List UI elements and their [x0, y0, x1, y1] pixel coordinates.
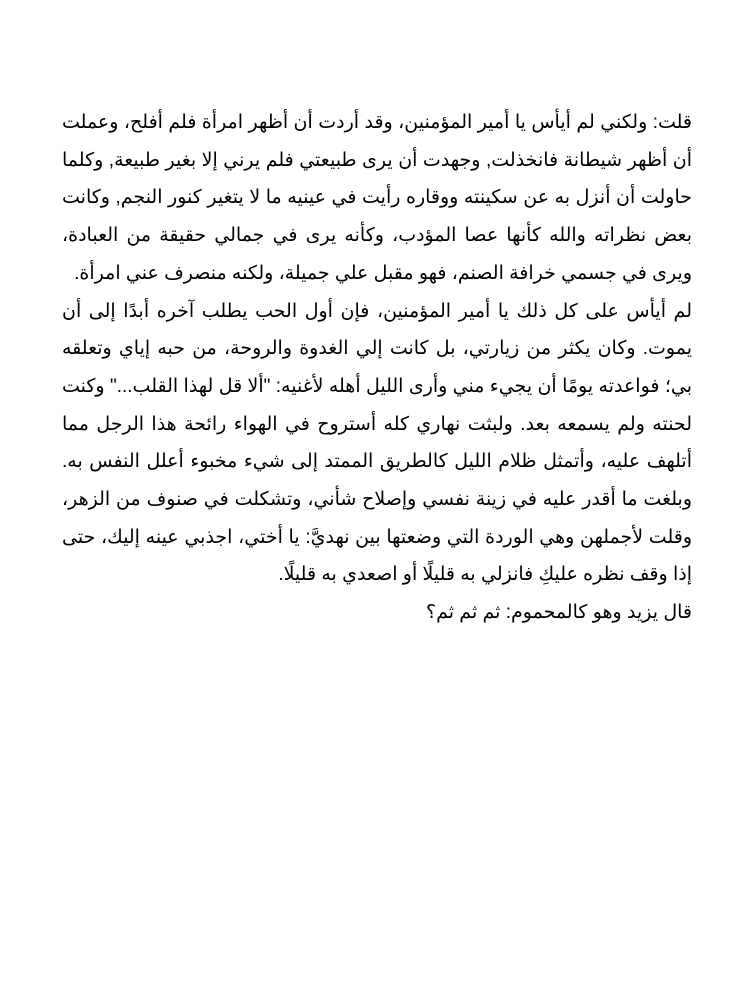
paragraph-2: لم أيأس على كل ذلك يا أمير المؤمنين، فإن أول الحب يطلب آخره أبدًا إلى أن يموت. وكان يكثر من زيارتي، بل كانت إلي الغدوة والروحة، من حبه إياي وتعلقه بي؛ فواعدته يومًا أن يجيء مني وأرى الليل أهله لأغنيه: "ألا قل لهذا القلب..." وكنت لحنته ولم يسمعه بعد. ولبثت نهاري كله أستروح في الهواء رائحة هذا الرجل مما أتلهف عليه، وأتمثل ظلام الليل كالطريق الممتد إلى شيء مخبوء أعلل النفس به. وبلغت ما أقدر عليه في زينة نفسي وإصلاح شأني، وتشكلت في صنوف من الزهر، وقلت لأجملهن وهي الوردة التي وضعتها بين نهديَّ: يا أختي، اجذبي عينه إليك، حتى إذا وقف نظره عليكِ فانزلي به قليلًا أو اصعدي به قليلًا.	[62, 300, 692, 586]
document-page	[62, 104, 692, 632]
paragraph-1: قلت: ولكني لم أيأس يا أمير المؤمنين، وقد أردت أن أظهر امرأة فلم أفلح، وعملت أن أظهر شيطانة فانخذلت, وجهدت أن يرى طبيعتي فلم يرني إلا بغير طبيعة, وكلما حاولت أن أنزل به عن سكينته ووقاره رأيت في عينيه ما لا يتغير كنور النجم, وكانت بعض نظراته والله كأنها عصا المؤدب، وكأنه يرى في جمالي حقيقة من العبادة، ويرى في جسمي خرافة الصنم، فهو مقبل علي جميلة، ولكنه منصرف عني امرأة.	[62, 112, 693, 284]
paragraph-3: قال يزيد وهو كالمحموم: ثم ثم ثم؟	[426, 602, 692, 624]
